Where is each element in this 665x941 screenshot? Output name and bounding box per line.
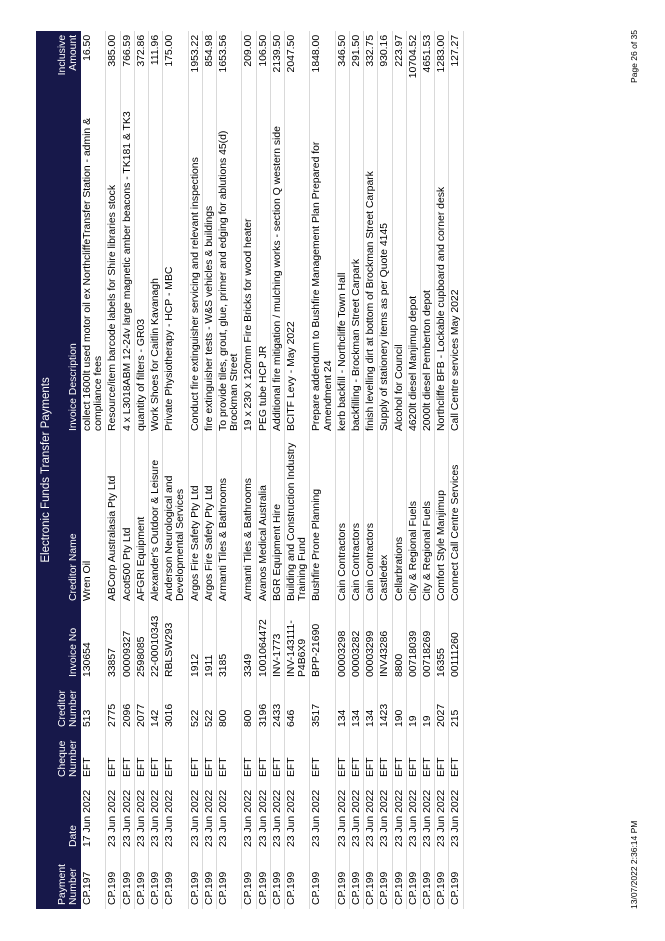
cell-inclusive-amount: 2047.50 [285,31,310,95]
table-row [406,31,420,909]
cell-inclusive-amount: 223.97 [392,31,406,95]
cell-inclusive-amount: 766.59 [120,31,134,95]
cell-cheque-number: EFT [120,731,134,781]
table-row [256,31,270,909]
header-creditor-name: Creditor Name [55,435,81,605]
cell-cheque-number: EFT [256,731,270,781]
cell-payment-number: CP.199 [449,851,463,909]
cell-creditor-name: Cain Contractors [350,435,364,605]
cell-date: 23 Jun 2022 [202,781,216,851]
cell-payment-number: CP.199 [285,851,310,909]
cell-inclusive-amount: 385.00 [106,31,120,95]
cell-payment-number: CP.199 [392,851,406,909]
cell-payment-number: CP.199 [149,851,163,909]
cell-payment-number: CP.199 [256,851,270,909]
table-row [350,31,364,909]
cell-inclusive-amount: 930.16 [378,31,392,95]
cell-cheque-number: EFT [406,731,420,781]
cell-creditor-name: Acot500 Pty Ltd [120,435,134,605]
table-row [310,31,335,909]
cell-invoice-no: 00003282 [350,605,364,681]
table-row [270,31,284,909]
print-timestamp: 13/07/2022 2:36:14 PM [629,820,639,909]
cell-creditor-number: 19 [421,681,435,731]
cell-creditor-number: 800 [217,681,242,731]
cell-creditor-number: 522 [188,681,202,731]
cell-creditor-name: AFGRI Equipment [134,435,148,605]
cell-invoice-description: 2000lt diesel Pemberton depot [421,95,435,435]
cell-creditor-number: 513 [81,681,106,731]
table-row [134,31,148,909]
cell-creditor-number: 3196 [256,681,270,731]
cell-invoice-description: Additional fire mitigation / mulching works - section Q western side [270,95,284,435]
cell-invoice-no: RBLSW293 [163,605,188,681]
cell-invoice-description: collect 1600lt used motor oil ex NorthcliffeTransfer Station - admin & compliance fees [81,95,106,435]
cell-date: 23 Jun 2022 [378,781,392,851]
cell-creditor-name: Avanos Medical Australia [256,435,270,605]
cell-cheque-number: EFT [217,731,242,781]
cell-inclusive-amount: 111.96 [149,31,163,95]
cell-creditor-number: 2027 [435,681,449,731]
cell-cheque-number: EFT [242,731,256,781]
cell-invoice-no: 8800 [392,605,406,681]
header-payment-number: Payment Number [55,851,81,909]
cell-invoice-description: PEG tube HCP JR [256,95,270,435]
cell-date: 23 Jun 2022 [406,781,420,851]
cell-inclusive-amount: 106.50 [256,31,270,95]
cell-date: 23 Jun 2022 [421,781,435,851]
table-row [364,31,378,909]
cell-invoice-no: 22-00010343 [149,605,163,681]
cell-creditor-number: 3517 [310,681,335,731]
cell-date: 23 Jun 2022 [449,781,463,851]
table-row [335,31,349,909]
cell-invoice-no: 16355 [435,605,449,681]
cell-creditor-number: 19 [406,681,420,731]
cell-invoice-description: Prepare addendum to Bushfire Management Plan Prepared for Amendment 24 [310,95,335,435]
cell-date: 23 Jun 2022 [350,781,364,851]
cell-invoice-no: 00003298 [335,605,349,681]
table-row [81,31,106,909]
table-row [449,31,463,909]
cell-creditor-name: Cain Contractors [335,435,349,605]
cell-invoice-description: Work Shoes for Caitlin Kavanagh [149,95,163,435]
cell-date: 23 Jun 2022 [163,781,188,851]
cell-payment-number: CP.199 [435,851,449,909]
table-row [421,31,435,909]
cell-creditor-name: Alexander's Outdoor & Leisure [149,435,163,605]
cell-cheque-number: EFT [149,731,163,781]
cell-payment-number: CP.199 [120,851,134,909]
cell-inclusive-amount: 175.00 [163,31,188,95]
cell-inclusive-amount: 372.86 [134,31,148,95]
cell-creditor-name: Wren Oil [81,435,106,605]
cell-payment-number: CP.199 [421,851,435,909]
table-row [285,31,310,909]
cell-cheque-number: EFT [188,731,202,781]
cell-cheque-number: EFT [449,731,463,781]
cell-payment-number: CP.199 [378,851,392,909]
cell-cheque-number: EFT [335,731,349,781]
cell-creditor-number: 134 [350,681,364,731]
cell-creditor-number: 134 [335,681,349,731]
cell-invoice-description: finish levelling dirt at bottom of Brockman Street Carpark [364,95,378,435]
cell-cheque-number: EFT [134,731,148,781]
cell-invoice-description: Northcliffe BFB - Lockable cupboard and corner desk [435,95,449,435]
cell-cheque-number: EFT [435,731,449,781]
cell-date: 23 Jun 2022 [242,781,256,851]
cell-cheque-number: EFT [270,731,284,781]
header-creditor-number: Creditor Number [55,681,81,731]
cell-payment-number: CP.197 [81,851,106,909]
cell-inclusive-amount: 291.50 [350,31,364,95]
cell-inclusive-amount: 332.75 [364,31,378,95]
cell-cheque-number: EFT [285,731,310,781]
table-row [217,31,242,909]
cell-invoice-no: BPP-21690 [310,605,335,681]
table-row [378,31,392,909]
cell-invoice-no: 3185 [217,605,242,681]
cell-creditor-name: Anderson Neurological and Developmental Services [163,435,188,605]
header-date: Date [55,781,81,851]
cell-creditor-name: Castledex [378,435,392,605]
cell-payment-number: CP.199 [310,851,335,909]
cell-date: 23 Jun 2022 [335,781,349,851]
cell-inclusive-amount: 16.50 [81,31,106,95]
cell-date: 17 Jun 2022 [81,781,106,851]
cell-inclusive-amount: 209.00 [242,31,256,95]
cell-payment-number: CP.199 [163,851,188,909]
cell-creditor-name: Bushfire Prone Planning [310,435,335,605]
cell-creditor-name: Argos Fire Safety Pty Ltd [188,435,202,605]
cell-inclusive-amount: 1848.00 [310,31,335,95]
header-invoice-no: Invoice No [55,605,81,681]
report-frame [36,31,464,909]
cell-date: 23 Jun 2022 [217,781,242,851]
cell-payment-number: CP.199 [217,851,242,909]
cell-creditor-name: City & Regional Fuels [406,435,420,605]
cell-invoice-no: 00009327 [120,605,134,681]
cell-payment-number: CP.199 [188,851,202,909]
header-invoice-description: Invoice Description [55,95,81,435]
cell-cheque-number: EFT [350,731,364,781]
cell-date: 23 Jun 2022 [120,781,134,851]
cell-date: 23 Jun 2022 [285,781,310,851]
cell-cheque-number: EFT [378,731,392,781]
cell-invoice-no: 1911 [202,605,216,681]
table-row [188,31,202,909]
cell-date: 23 Jun 2022 [134,781,148,851]
cell-creditor-name: Comfort Style Manjimup [435,435,449,605]
cell-payment-number: CP.199 [134,851,148,909]
cell-date: 23 Jun 2022 [435,781,449,851]
cell-inclusive-amount: 4651.53 [421,31,435,95]
cell-invoice-no: INV-1773 [270,605,284,681]
cell-inclusive-amount: 1653.56 [217,31,242,95]
cell-date: 23 Jun 2022 [149,781,163,851]
cell-creditor-number: 2096 [120,681,134,731]
cell-date: 23 Jun 2022 [310,781,335,851]
cell-payment-number: CP.199 [106,851,120,909]
cell-date: 23 Jun 2022 [256,781,270,851]
cell-invoice-description: backfilling - Brockman Street Carpark [350,95,364,435]
cell-creditor-name: Connect Call Centre Services [449,435,463,605]
report-title: Electronic Funds Transfer Payments [36,31,55,909]
cell-invoice-description: Resource/item barcode labels for Shire libraries stock [106,95,120,435]
cell-creditor-name: Armanti Tiles & Bathrooms [242,435,256,605]
cell-cheque-number: EFT [81,731,106,781]
cell-invoice-description: Alcohol for Council [392,95,406,435]
cell-creditor-number: 2433 [270,681,284,731]
cell-cheque-number: EFT [392,731,406,781]
cell-invoice-no: 00003299 [364,605,378,681]
cell-creditor-name: ABCorp Australasia Pty Ltd [106,435,120,605]
cell-invoice-no: 00718269 [421,605,435,681]
cell-date: 23 Jun 2022 [270,781,284,851]
cell-invoice-no: 1001064472 [256,605,270,681]
cell-invoice-no: 3349 [242,605,256,681]
cell-creditor-number: 3016 [163,681,188,731]
cell-invoice-description: BCITF Levy - May 2022 [285,95,310,435]
cell-inclusive-amount: 10704.52 [406,31,420,95]
cell-inclusive-amount: 346.50 [335,31,349,95]
column-header-row [55,31,81,909]
table-body [81,31,463,909]
cell-creditor-number: 134 [364,681,378,731]
cell-cheque-number: EFT [310,731,335,781]
cell-invoice-no: 33857 [106,605,120,681]
cell-creditor-number: 190 [392,681,406,731]
cell-payment-number: CP.199 [335,851,349,909]
cell-invoice-description: fire extinguisher tests - W&S vehicles & buildings [202,95,216,435]
cell-creditor-name: Cain Contractors [364,435,378,605]
cell-cheque-number: EFT [163,731,188,781]
cell-payment-number: CP.199 [202,851,216,909]
payments-table [36,31,464,909]
table-row [392,31,406,909]
cell-creditor-name: Cellarbrations [392,435,406,605]
cell-inclusive-amount: 127.27 [449,31,463,95]
cell-creditor-number: 2775 [106,681,120,731]
table-row [242,31,256,909]
table-row [202,31,216,909]
cell-invoice-description: Conduct fire extinguisher servicing and relevant inspections [188,95,202,435]
cell-payment-number: CP.199 [406,851,420,909]
cell-creditor-name: Building and Construction Industry Training Fund [285,435,310,605]
cell-creditor-number: 142 [149,681,163,731]
cell-payment-number: CP.199 [242,851,256,909]
cell-invoice-no: 130654 [81,605,106,681]
cell-invoice-description: Call Centre services May 2022 [449,95,463,435]
cell-cheque-number: EFT [421,731,435,781]
cell-creditor-name: Armanti Tiles & Bathrooms [217,435,242,605]
table-row [163,31,188,909]
cell-invoice-description: 19 x 230 x 120mm Fire Bricks for wood heater [242,95,256,435]
cell-invoice-description: Private Physiotherapy - HCP - MBC [163,95,188,435]
cell-cheque-number: EFT [202,731,216,781]
cell-creditor-number: 2077 [134,681,148,731]
cell-inclusive-amount: 1953.22 [188,31,202,95]
cell-date: 23 Jun 2022 [364,781,378,851]
cell-invoice-description: 4620lt diesel Manjimup depot [406,95,420,435]
cell-invoice-description: 4 x L3018ABM 12-24v large magnetic amber beacons - TK181 & TK3 [120,95,134,435]
cell-creditor-number: 800 [242,681,256,731]
cell-creditor-number: 646 [285,681,310,731]
table-row [149,31,163,909]
table-row [106,31,120,909]
cell-date: 23 Jun 2022 [106,781,120,851]
cell-inclusive-amount: 1283.00 [435,31,449,95]
header-inclusive-amount: Inclusive Amount [55,31,81,95]
cell-invoice-description: kerb backfill - Northcliffe Town Hall [335,95,349,435]
cell-payment-number: CP.199 [270,851,284,909]
cell-invoice-no: INV43286 [378,605,392,681]
cell-invoice-description: quantity of filters - GR03 [134,95,148,435]
cell-cheque-number: EFT [106,731,120,781]
cell-invoice-no: INV-143111-P4B6X9 [285,605,310,681]
cell-invoice-no: 00111260 [449,605,463,681]
cell-invoice-no: 1912 [188,605,202,681]
cell-invoice-description: Supply of stationery items as per Quote 4145 [378,95,392,435]
cell-cheque-number: EFT [364,731,378,781]
cell-inclusive-amount: 854.98 [202,31,216,95]
cell-creditor-number: 1423 [378,681,392,731]
cell-date: 23 Jun 2022 [188,781,202,851]
cell-date: 23 Jun 2022 [392,781,406,851]
table-row [435,31,449,909]
cell-payment-number: CP.199 [350,851,364,909]
cell-creditor-number: 522 [202,681,216,731]
table-row [120,31,134,909]
page-number: Page 26 of 35 [629,30,639,83]
cell-creditor-name: City & Regional Fuels [421,435,435,605]
cell-creditor-name: BGR Equipment Hire [270,435,284,605]
header-cheque-number: Cheque Number [55,731,81,781]
cell-invoice-description: To provide tiles, grout, glue, primer and edging for ablutions 45(d) Brockman Street [217,95,242,435]
cell-payment-number: CP.199 [364,851,378,909]
cell-creditor-number: 215 [449,681,463,731]
cell-inclusive-amount: 2139.50 [270,31,284,95]
cell-invoice-no: 2598085 [134,605,148,681]
cell-invoice-no: 00718039 [406,605,420,681]
cell-creditor-name: Argos Fire Safety Pty Ltd [202,435,216,605]
